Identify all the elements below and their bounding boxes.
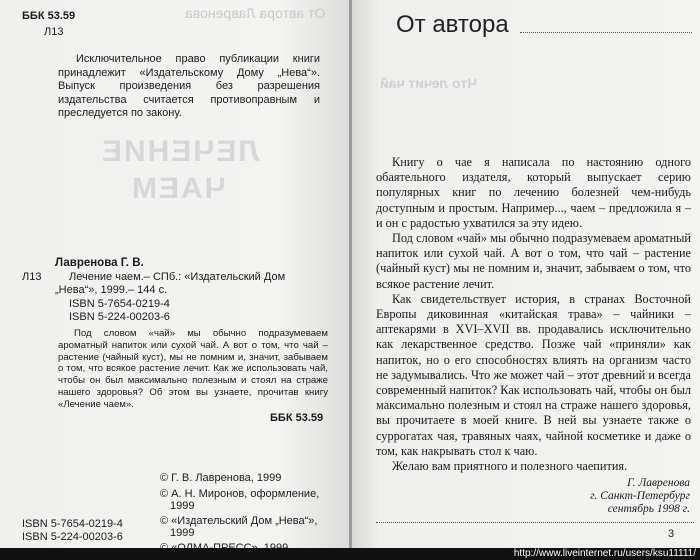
bleed-through-text: Что лечит чай xyxy=(380,75,478,91)
bleed-through-header: От автора Лавренова xyxy=(185,5,326,21)
header-bbk: ББК 53.59 xyxy=(22,10,76,22)
foreword-paragraph: Под словом «чай» мы обычно подразумеваем ароматный напиток или сухой чай. А вот о том, что чай – растение (чайный куст) мы не помним и, значит, забываем о том, что всякое растение лечит. xyxy=(376,231,691,291)
catalog-isbn-2: ISBN 5-224-00203-6 xyxy=(69,311,170,323)
copyright-line: © А. Н. Миронов, оформление, 1999 xyxy=(160,488,320,512)
bbk-bottom: ББК 53.59 xyxy=(270,412,324,424)
annotation: Под словом «чай» мы обычно подразумеваем ароматный напиток или сухой чай. А вот о том, что чай – растение (чайный куст), мы не помним и, значит, забываем о том, что всякое растение лечит. Как же использовать чай, чтобы он был максимально полезным и стоял на страже нашего здоровья? Об этом вы узнаете, прочитав книгу «Лечение чаем». xyxy=(58,328,328,410)
catalog-code: Л13 xyxy=(22,271,42,283)
bleed-through-title-2: ЧАЕМ xyxy=(130,172,226,205)
rights-notice: Исключительное право публикации книги принадлежит «Издательскому Дому „Нева“». Выпуск произведения без разрешения издательства считается противоправным и преследуется по закону. xyxy=(58,53,320,119)
signature-date: сентябрь 1998 г. xyxy=(607,503,690,515)
foreword-paragraph: Как свидетельствует история, в странах Восточной Европы диковинная «китайская трава» – чайники – аптекарями в XVI–XVII вв. продавались исключительно как лекарственное средство. Позже чай «приняли» как напиток, но о его способностях влиять на организм часто не задумывались. Что же может чай – этот древний и всегда современный напиток? Как использовать чай, чтобы он был максимально полезным и стоял на страже нашего здоровья, вы прочитаете в моей книге. В ней вы узнаете также о суррогатах чая, травяных чаях, чайной косметике и даже о том, как накрывать стол к чаю. xyxy=(376,291,691,458)
foreword-paragraph: Книгу о чае я написала по настоянию одного обаятельного издателя, который выпускает серию популярных книг по лечению болезней чем-нибудь доступным и простым. Например..., чаем – предложила я – и он с радостью ухватился за эту идею. xyxy=(376,155,691,230)
signature-city: г. Санкт-Петербург xyxy=(590,490,690,502)
header-l13: Л13 xyxy=(44,26,64,38)
footer-rule xyxy=(376,522,694,523)
right-page xyxy=(352,0,700,560)
isbn-bottom-2: ISBN 5-224-00203-6 xyxy=(22,531,123,543)
copyright-line: © «Издательский Дом „Нева“», 1999 xyxy=(160,515,318,539)
watermark-bar xyxy=(0,548,700,560)
page-number: 3 xyxy=(668,528,675,540)
author-signature xyxy=(502,477,690,516)
signature-name: Г. Лавренова xyxy=(627,477,690,489)
catalog-author: Лавренова Г. В. xyxy=(55,257,144,269)
isbn-bottom-1: ISBN 5-7654-0219-4 xyxy=(22,518,123,530)
bleed-through-title-1: ЛЕЧЕНИЕ xyxy=(100,135,260,168)
catalog-title: Лечение чаем.– СПб.: «Издательский Дом „Нева“», 1999.– 144 с. xyxy=(55,271,286,296)
foreword-paragraph: Желаю вам приятного и полезного чаепития. xyxy=(392,459,628,474)
copyright-block xyxy=(160,472,340,554)
copyright-line: © Г. В. Лавренова, 1999 xyxy=(160,472,282,484)
author-foreword xyxy=(376,155,691,474)
watermark-link[interactable]: http://www.liveinternet.ru/users/ksu11111/ xyxy=(513,548,696,559)
heading-rule xyxy=(520,32,692,33)
page-heading: От автора xyxy=(396,11,509,38)
catalog-isbn-1: ISBN 5-7654-0219-4 xyxy=(69,298,170,310)
